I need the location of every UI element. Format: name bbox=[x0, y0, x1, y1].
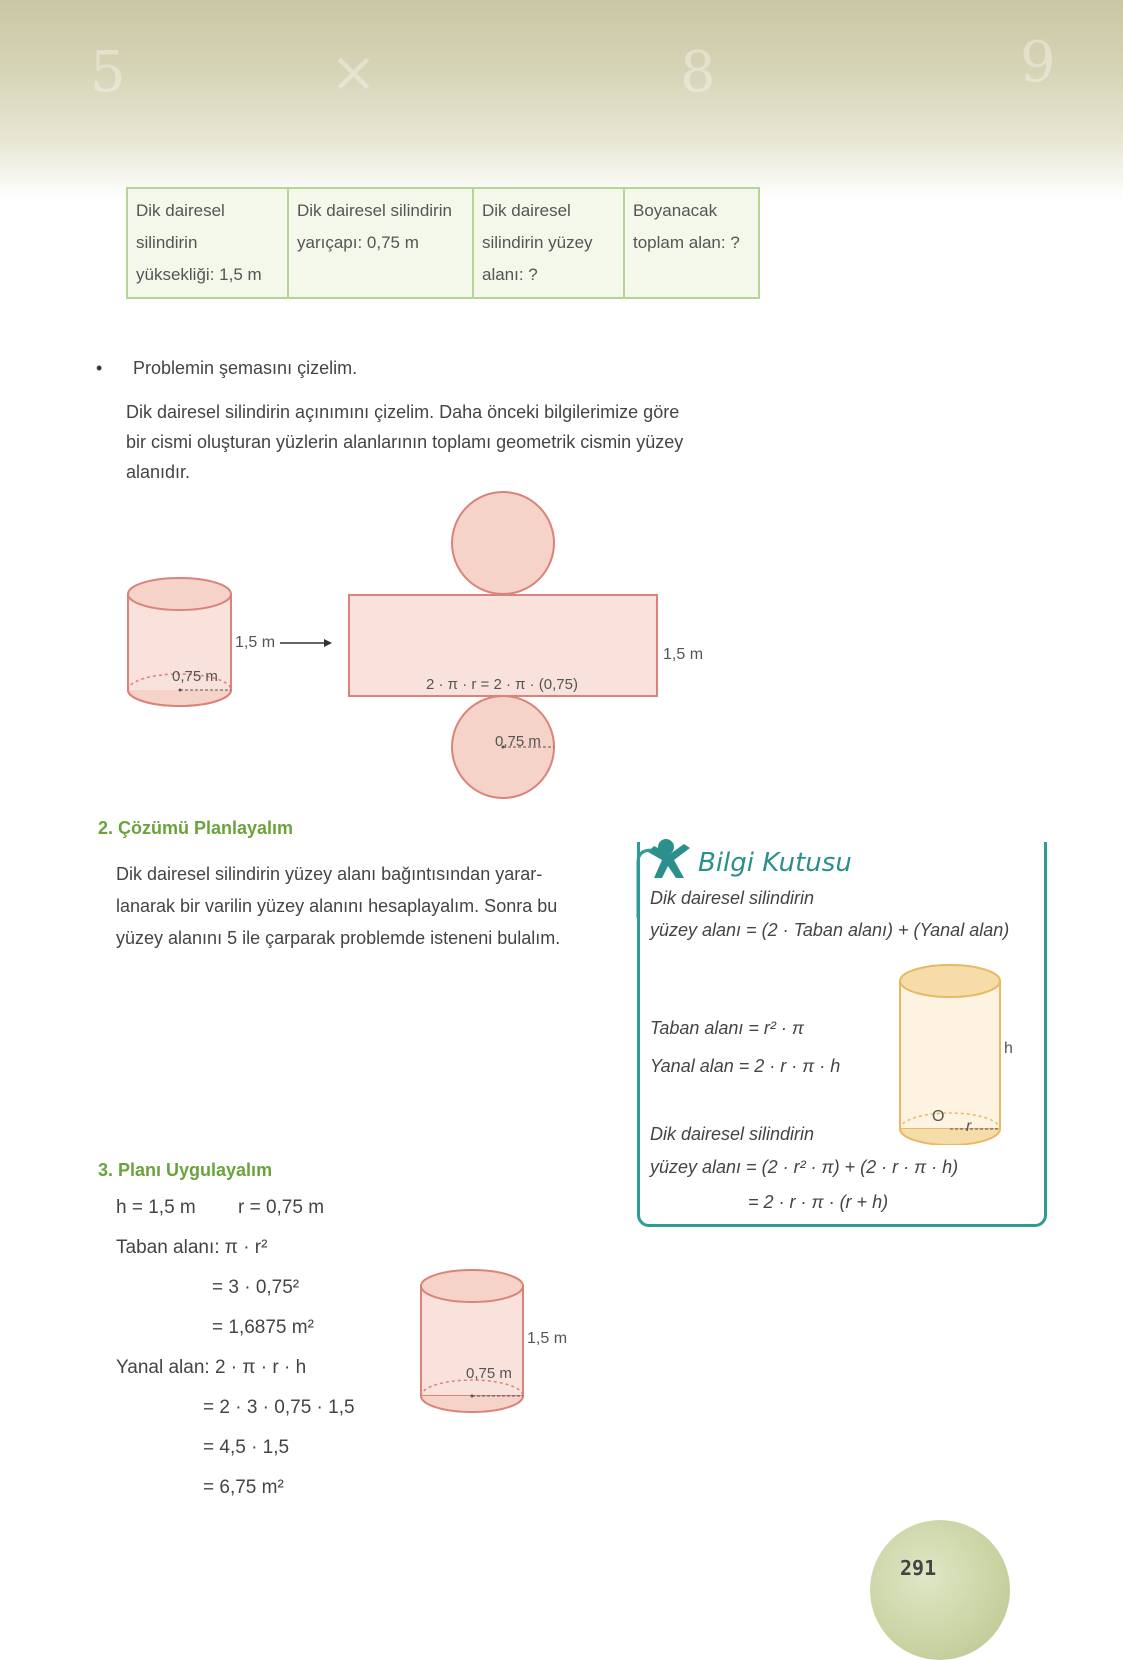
circumference-formula: 2 · π · r = 2 · π · (0,75) bbox=[426, 676, 578, 693]
bilgi-title: Bilgi Kutusu bbox=[698, 848, 852, 878]
net-radius-label: 0,75 m bbox=[495, 733, 541, 750]
step3-cylinder-radius: 0,75 m bbox=[466, 1365, 512, 1382]
net-top-circle bbox=[452, 492, 554, 594]
step3-taban-1: = 3 · 0,75² bbox=[212, 1277, 300, 1298]
decor-digit: 9 bbox=[1020, 30, 1056, 95]
bilgi-line5: = 2 · r · π · (r + h) bbox=[748, 1192, 889, 1212]
step1-intro: Problemin şemasını çizelim. bbox=[133, 358, 358, 378]
cylinder-height-label: 1,5 m bbox=[235, 634, 276, 651]
bullet: • bbox=[96, 358, 103, 378]
bilgi-line2: yüzey alanı = (2 · Taban alanı) + (Yanal alan) bbox=[650, 920, 1010, 940]
step3-yanal-1: = 2 · 3 · 0,75 · 1,5 bbox=[203, 1397, 355, 1418]
cylinder-figure bbox=[128, 578, 231, 706]
step3-yanal-label: Yanal alan: 2 · π · r · h bbox=[116, 1357, 307, 1378]
cylinder-radius-label: 0,75 m bbox=[172, 668, 218, 685]
step2-paragraph: Dik dairesel silindirin yüzey alanı bağıntısından yarar- lanarak bir varilin yüzey alanını hesaplayalım. Sonra bu yüzey alanını 5 ile çarparak problemde isteneni bulalım. bbox=[116, 864, 561, 948]
given-data-table bbox=[126, 187, 760, 299]
page-number-badge bbox=[870, 1520, 1010, 1660]
cylinder-net-diagram bbox=[0, 480, 760, 820]
step3-taban-2: = 1,6875 m² bbox=[212, 1317, 314, 1338]
header-band bbox=[0, 0, 1123, 200]
bilgi-line3: Dik dairesel silindirin bbox=[650, 1124, 815, 1144]
bilgi-cylinder-figure bbox=[890, 955, 1010, 1145]
bilgi-cyl-h: h bbox=[1004, 1040, 1013, 1057]
step3-cylinder-figure bbox=[410, 1260, 530, 1430]
bilgi-cyl-o: O bbox=[932, 1108, 945, 1125]
page-number: 291 bbox=[900, 1556, 937, 1580]
table-cell-surface: Dik dairesel silindirin yüzey alanı: ? bbox=[473, 188, 624, 298]
bilgi-taban: Taban alanı = r² · π bbox=[650, 1018, 804, 1038]
step3-cylinder-height: 1,5 m bbox=[527, 1330, 568, 1347]
step2-heading: 2. Çözümü Planlayalım bbox=[98, 818, 294, 838]
bilgi-line1: Dik dairesel silindirin bbox=[650, 888, 815, 908]
decor-digit: × bbox=[330, 40, 377, 105]
step3-yanal-3: = 6,75 m² bbox=[203, 1477, 284, 1498]
table-cell-total: Boyanacak toplam alan: ? bbox=[624, 188, 759, 298]
bilgi-box-gap bbox=[1040, 842, 1044, 922]
step3-given: h = 1,5 m r = 0,75 m bbox=[116, 1197, 325, 1218]
arrow-head bbox=[324, 639, 332, 647]
step3-heading: 3. Planı Uygulayalım bbox=[98, 1160, 273, 1180]
bilgi-cyl-r: r bbox=[966, 1118, 972, 1135]
step3-taban-label: Taban alanı: π · r² bbox=[116, 1237, 268, 1258]
step1-paragraph: Dik dairesel silindirin açınımını çizelim. Daha önceki bilgilerimize göre bir cismi oluşturan yüzlerin alanlarının toplamı geometrik cismin yüzey alanıdır. bbox=[126, 402, 684, 482]
net-height-label: 1,5 m bbox=[663, 646, 704, 663]
table-cell-height: Dik dairesel silindirin yüksekliği: 1,5 m bbox=[127, 188, 288, 298]
table-cell-radius: Dik dairesel silindirin yarıçapı: 0,75 m bbox=[288, 188, 473, 298]
decor-digit: 8 bbox=[680, 40, 716, 105]
bilgi-yanal: Yanal alan = 2 · r · π · h bbox=[650, 1056, 841, 1076]
decor-digit: 5 bbox=[90, 40, 126, 105]
bilgi-line4: yüzey alanı = (2 · r² · π) + (2 · r · π · h) bbox=[650, 1157, 959, 1177]
step3-yanal-2: = 4,5 · 1,5 bbox=[203, 1437, 290, 1458]
